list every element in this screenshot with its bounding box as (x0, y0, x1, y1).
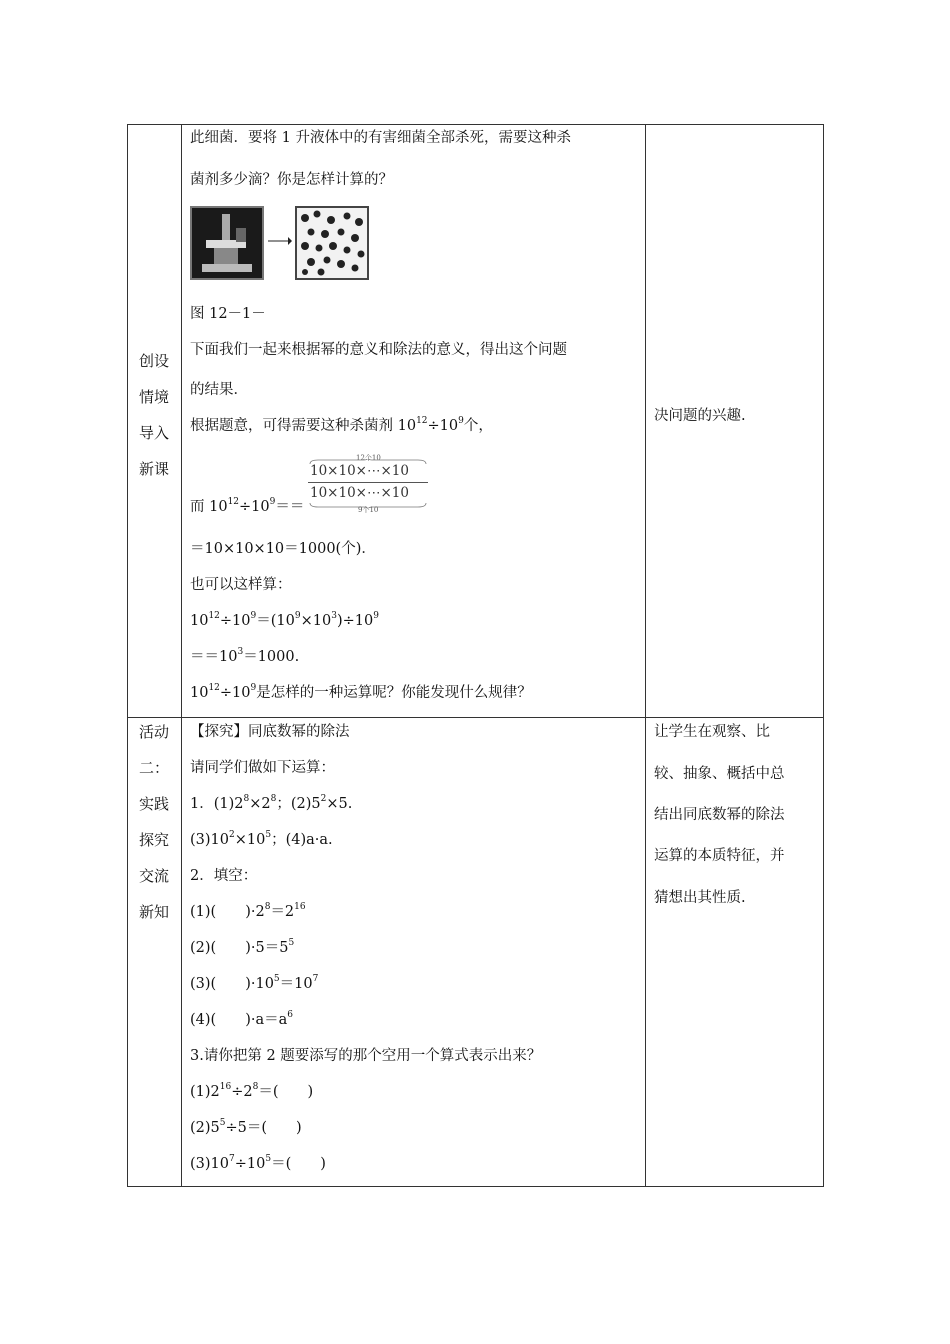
section-label: 创设 (138, 352, 169, 370)
note-text: 猜想出其性质. (654, 890, 746, 906)
exercise-line: $(1)2^{16}\div 2^8=$( ) (190, 1082, 314, 1100)
exercise-line: 2．填空： (190, 868, 258, 884)
text-line: 根据题意，可得需要这种杀菌剂 $10^{12}\div 10^9$个， (190, 416, 493, 434)
fill-blank-line: (2)( )$\cdot 5=5^5$ (190, 938, 295, 956)
numerator: 10×10×⋯×10 (310, 463, 409, 479)
text-line: 而 $10^{12}\div 10^9==$ (190, 497, 305, 515)
text-line: 菌剂多少滴？你是怎样计算的？ (190, 172, 393, 188)
row-divider (128, 717, 823, 718)
note-text: 决问题的兴趣. (654, 408, 746, 424)
brace-note: 12个10 (356, 454, 381, 462)
denominator: 10×10×⋯×10 (310, 485, 409, 501)
text-line: 下面我们一起来根据幂的意义和除法的意义，得出这个问题 (190, 342, 567, 358)
exercise-line: $(3)10^7\div 10^5=$( ) (190, 1154, 326, 1172)
text-line: 也可以这样算： (190, 577, 292, 593)
exercise-line: 3.请你把第 2 题要添写的那个空用一个算式表示出来？ (190, 1048, 542, 1064)
section-label: 情境 (138, 388, 169, 406)
note-text: 结出同底数幂的除法 (654, 807, 785, 823)
fill-blank-line: (4)( )$\cdot a=a^6$ (190, 1010, 293, 1028)
section-label: 二： (138, 759, 169, 777)
column-divider (645, 125, 646, 1186)
note-text: 运算的本质特征，并 (654, 848, 785, 864)
note-text: 较、抽象、概括中总 (654, 766, 785, 782)
section-label: 交流 (138, 867, 169, 885)
fraction-formula (308, 453, 428, 513)
exercise-line: 1．$(1)2^8\times 2^8$；$(2)5^2\times 5$. (190, 794, 353, 812)
brace-note: 9个10 (358, 506, 379, 514)
exercise-line: $(3)10^2\times 10^5$；(4)a·a. (190, 830, 333, 848)
bacteria-image (295, 206, 369, 280)
section-label: 实践 (138, 795, 169, 813)
text-line: $10^{12}\div 10^9=(10^9\times 10^3)\div 10^9$ (190, 611, 379, 629)
section-heading: 【探究】同底数幂的除法 (190, 724, 350, 740)
text-line: $10^{12}\div 10^9$是怎样的一种运算呢？你能发现什么规律？ (190, 683, 532, 701)
section-label: 导入 (138, 424, 169, 442)
fill-blank-line: (1)( )$\cdot 2^8=2^{16}$ (190, 902, 306, 920)
fraction-bar (308, 482, 428, 483)
arrow-right-icon (268, 236, 292, 246)
section-label: 新知 (138, 903, 169, 921)
text-line: ＝10×10×10＝1000(个)． (190, 541, 376, 557)
text-line: 的结果． (190, 382, 248, 398)
note-text: 让学生在观察、比 (654, 724, 770, 740)
exercise-line: $(2)5^5\div 5=$( ) (190, 1118, 302, 1136)
column-divider (181, 125, 182, 1186)
text-line: 请同学们做如下运算： (190, 760, 335, 776)
section-label: 探究 (138, 831, 169, 849)
text-line: 此细菌．要将 1 升液体中的有害细菌全部杀死，需要这种杀 (190, 130, 571, 146)
fill-blank-line: (3)( )$\cdot 10^5=10^7$ (190, 974, 319, 992)
section-label: 新课 (138, 460, 169, 478)
section-label: 活动 (138, 723, 169, 741)
text-line: $==10^3=1000$. (190, 647, 300, 665)
microscope-image (190, 206, 264, 280)
figure-caption: 图 12－1－ (190, 306, 266, 322)
